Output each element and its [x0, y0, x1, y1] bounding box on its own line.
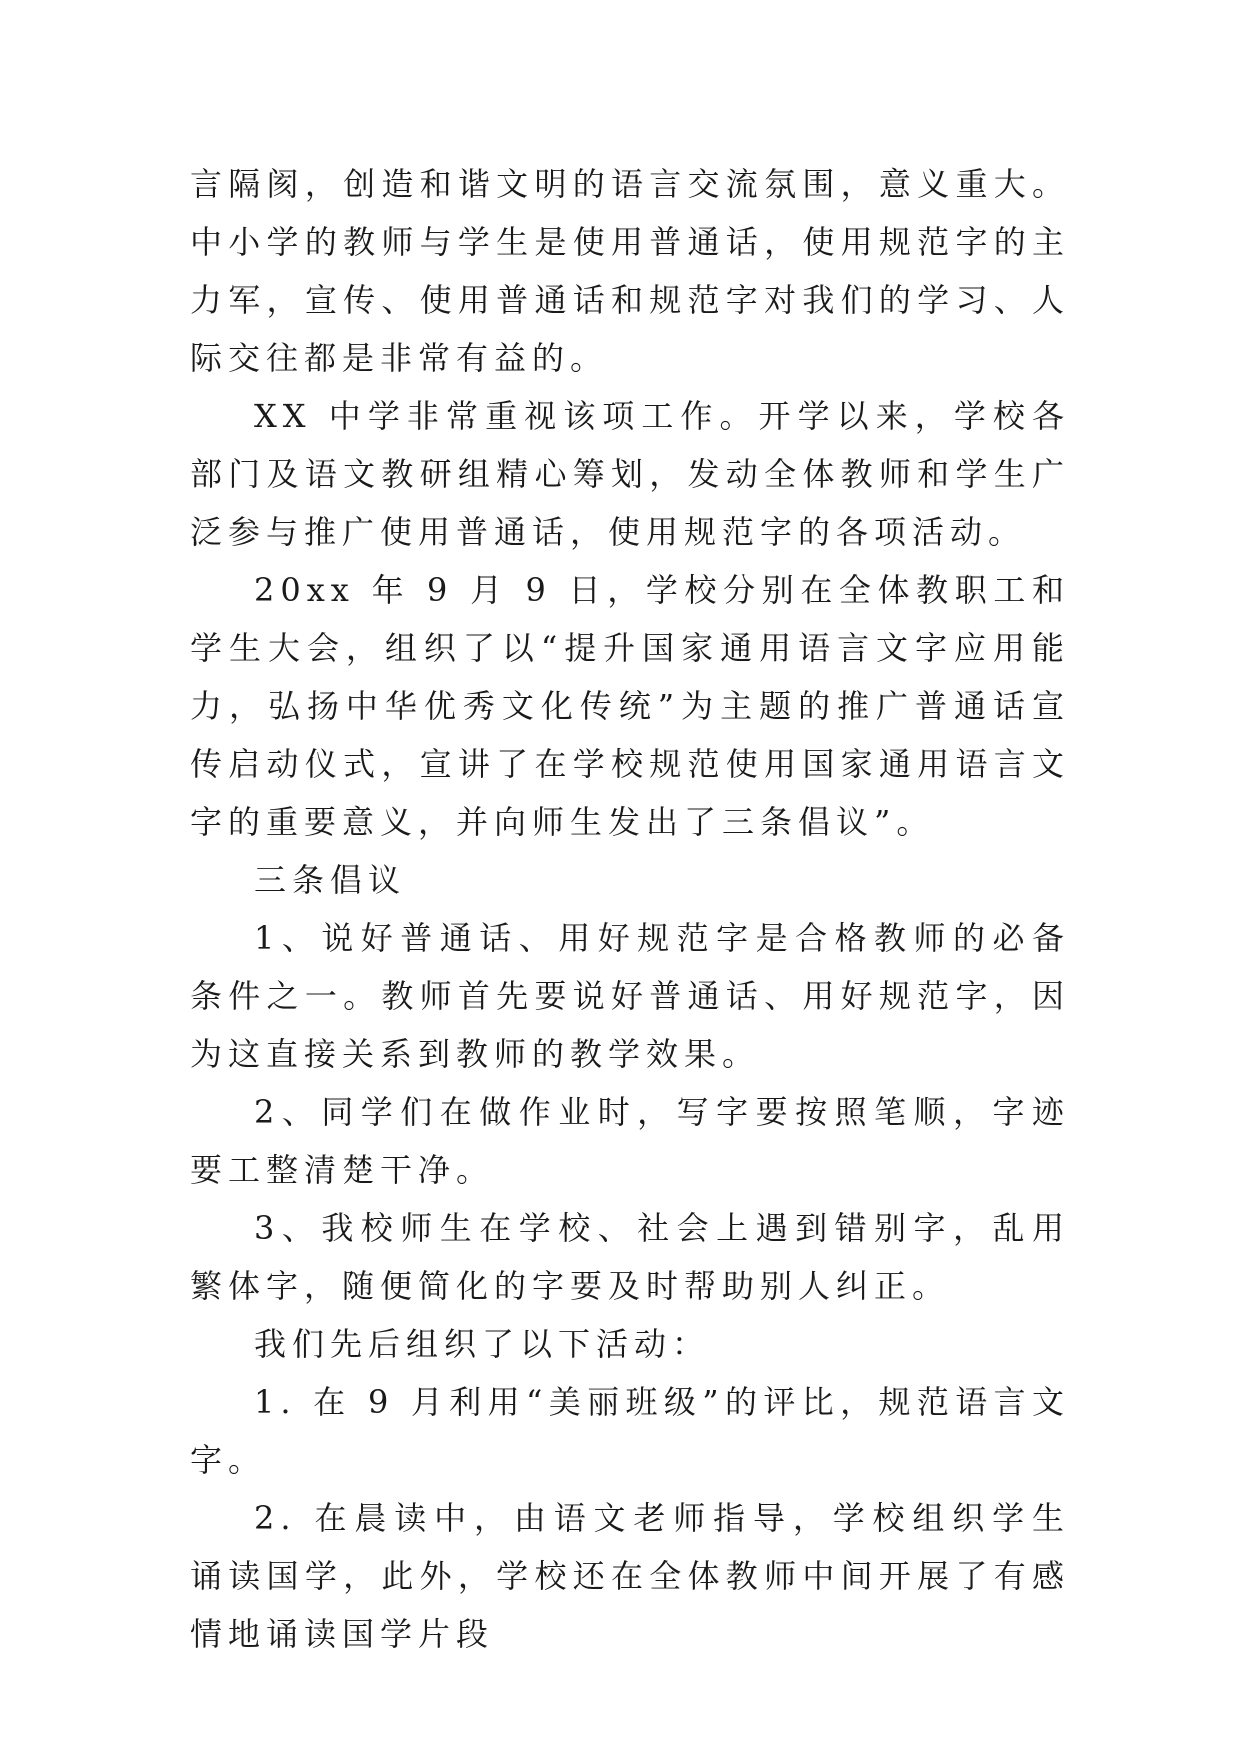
activity-2: 2. 在晨读中，由语文老师指导，学校组织学生诵读国学，此外，学校还在全体教师中间开展了有感情地诵读国学片段: [190, 1499, 1070, 1653]
paragraph-2: XX 中学非常重视该项工作。开学以来，学校各部门及语文教研组精心筹划，发动全体教师和学生广泛参与推广使用普通话，使用规范字的各项活动。: [190, 397, 1070, 551]
proposal-1: 1、说好普通话、用好规范字是合格教师的必备条件之一。教师首先要说好普通话、用好规范字，因为这直接关系到教师的教学效果。: [190, 919, 1070, 1073]
paragraph-3: 20xx 年 9 月 9 日，学校分别在全体教职工和学生大会，组织了以“提升国家通用语言文字应用能力，弘扬中华优秀文化传统”为主题的推广普通话宣传启动仪式，宣讲了在学校规范使用国家通用语言文字的重要意义，并向师生发出了三条倡议”。: [190, 571, 1070, 841]
activities-intro: 我们先后组织了以下活动：: [254, 1325, 711, 1363]
proposal-3: 3、我校师生在学校、社会上遇到错别字，乱用繁体字，随便简化的字要及时帮助别人纠正。: [190, 1209, 1070, 1305]
document-body: [190, 155, 1070, 1663]
proposal-2: 2、同学们在做作业时，写字要按照笔顺，字迹要工整清楚干净。: [190, 1093, 1070, 1189]
proposals-heading: 三条倡议: [254, 861, 407, 899]
paragraph-1: 言隔阂，创造和谐文明的语言交流氛围，意义重大。中小学的教师与学生是使用普通话，使用规范字的主力军，宣传、使用普通话和规范字对我们的学习、人际交往都是非常有益的。: [190, 165, 1070, 377]
activity-1: 1. 在 9 月利用“美丽班级”的评比，规范语言文字。: [190, 1383, 1070, 1479]
